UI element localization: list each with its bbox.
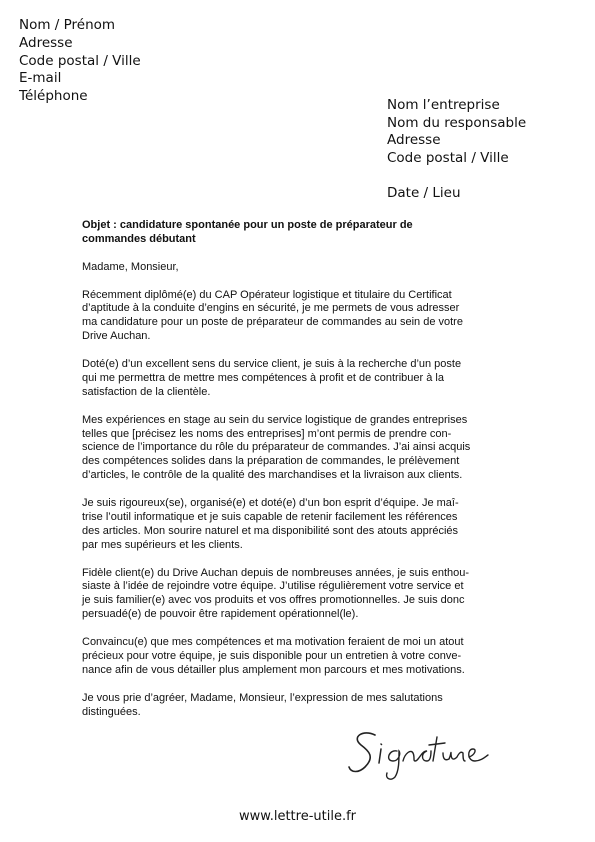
date-place: Date / Lieu xyxy=(387,185,461,201)
paragraph-line: Récemment diplômé(e) du CAP Opérateur logistique et titulaire du Certificat xyxy=(82,288,452,301)
sender-address: Adresse xyxy=(19,34,73,51)
paragraph-line: précieux pour votre équipe, je suis disponible pour un entretien à votre conve- xyxy=(82,649,462,662)
paragraph-diploma xyxy=(82,289,514,345)
paragraph-line: persuadé(e) de pouvoir être rapidement opérationnel(le). xyxy=(82,608,359,621)
paragraph-line: trise l’outil informatique et je suis capable de retenir facilement les références xyxy=(82,510,458,523)
sender-email: E-mail xyxy=(19,70,62,87)
paragraph-line: Doté(e) d’un excellent sens du service client, je suis à la recherche d’un poste xyxy=(82,358,462,371)
salutation: Madame, Monsieur, xyxy=(82,260,179,273)
paragraph-line: des compétences solides dans la préparation de commandes, le prélèvement xyxy=(82,455,460,468)
sender-postcode-city: Code postal / Ville xyxy=(19,52,141,69)
paragraph-customer-service xyxy=(82,358,514,400)
sender-phone: Téléphone xyxy=(19,88,88,105)
paragraph-line: Fidèle client(e) du Drive Auchan depuis de nombreuses années, je suis enthou- xyxy=(82,566,470,579)
paragraph-line: nance afin de vous détailler plus amplement mon parcours et mes motivations. xyxy=(82,663,465,676)
paragraph-line: science de l’importance du rôle du préparateur de commandes. J’ai ainsi acquis xyxy=(82,441,471,454)
paragraph-line: siaste à l’idée de rejoindre votre équipe. J’utilise régulièrement votre service et xyxy=(82,580,464,593)
paragraph-line: Mes expériences en stage au sein du service logistique de grandes entreprises xyxy=(82,413,468,426)
paragraph-line: telles que [précisez les noms des entreprises] m’ont permis de prendre con- xyxy=(82,427,452,440)
recipient-postcode-city: Code postal / Ville xyxy=(387,149,509,166)
paragraph-line: ma candidature pour un poste de préparateur de commandes au sein de votre xyxy=(82,316,463,329)
paragraph-line: Convaincu(e) que mes compétences et ma motivation feraient de moi un atout xyxy=(82,636,464,649)
paragraph-line: qui me permettra de mettre mes compétences à profit et de contribuer à la xyxy=(82,371,444,384)
paragraph-line: d’aptitude à la conduite d’engins en sécurité, je me permets de vous adresser xyxy=(82,302,460,315)
footer-website: www.lettre-utile.fr xyxy=(239,809,356,824)
paragraph-line: Je suis rigoureux(se), organisé(e) et doté(e) d’un bon esprit d’équipe. Je maî- xyxy=(82,497,459,510)
letter-subject xyxy=(82,219,514,247)
signature xyxy=(345,727,490,783)
paragraph-interview xyxy=(82,636,514,678)
paragraph-line: Drive Auchan. xyxy=(82,330,151,343)
paragraph-line: je suis familier(e) avec vos produits et vos offres promotionnelles. Je suis donc xyxy=(82,594,465,607)
subject-line: Objet : candidature spontanée pour un poste de préparateur de xyxy=(82,219,413,231)
recipient-manager: Nom du responsable xyxy=(387,114,527,131)
subject-line: commandes débutant xyxy=(82,232,196,245)
paragraph-line: satisfaction de la clientèle. xyxy=(82,385,211,398)
paragraph-line: Je vous prie d’agréer, Madame, Monsieur, l’expression de mes salutations xyxy=(82,691,443,704)
recipient-address: Adresse xyxy=(387,132,441,149)
recipient-block xyxy=(387,97,526,167)
paragraph-loyal-customer xyxy=(82,567,514,623)
sender-block xyxy=(19,17,141,106)
letter-body xyxy=(82,219,514,720)
paragraph-qualities xyxy=(82,497,514,553)
paragraph-closing xyxy=(82,692,514,720)
sender-name: Nom / Prénom xyxy=(19,17,116,33)
paragraph-experience xyxy=(82,414,514,484)
paragraph-line: distinguées. xyxy=(82,705,141,718)
recipient-company: Nom l’entreprise xyxy=(387,97,500,113)
paragraph-line: par mes supérieurs et les clients. xyxy=(82,538,243,551)
signature-icon xyxy=(345,727,490,783)
paragraph-line: des articles. Mon sourire naturel et ma disponibilité sont des atouts appréciés xyxy=(82,524,459,537)
paragraph-line: d’articles, le contrôle de la qualité des marchandises et la livraison aux clients. xyxy=(82,469,463,482)
